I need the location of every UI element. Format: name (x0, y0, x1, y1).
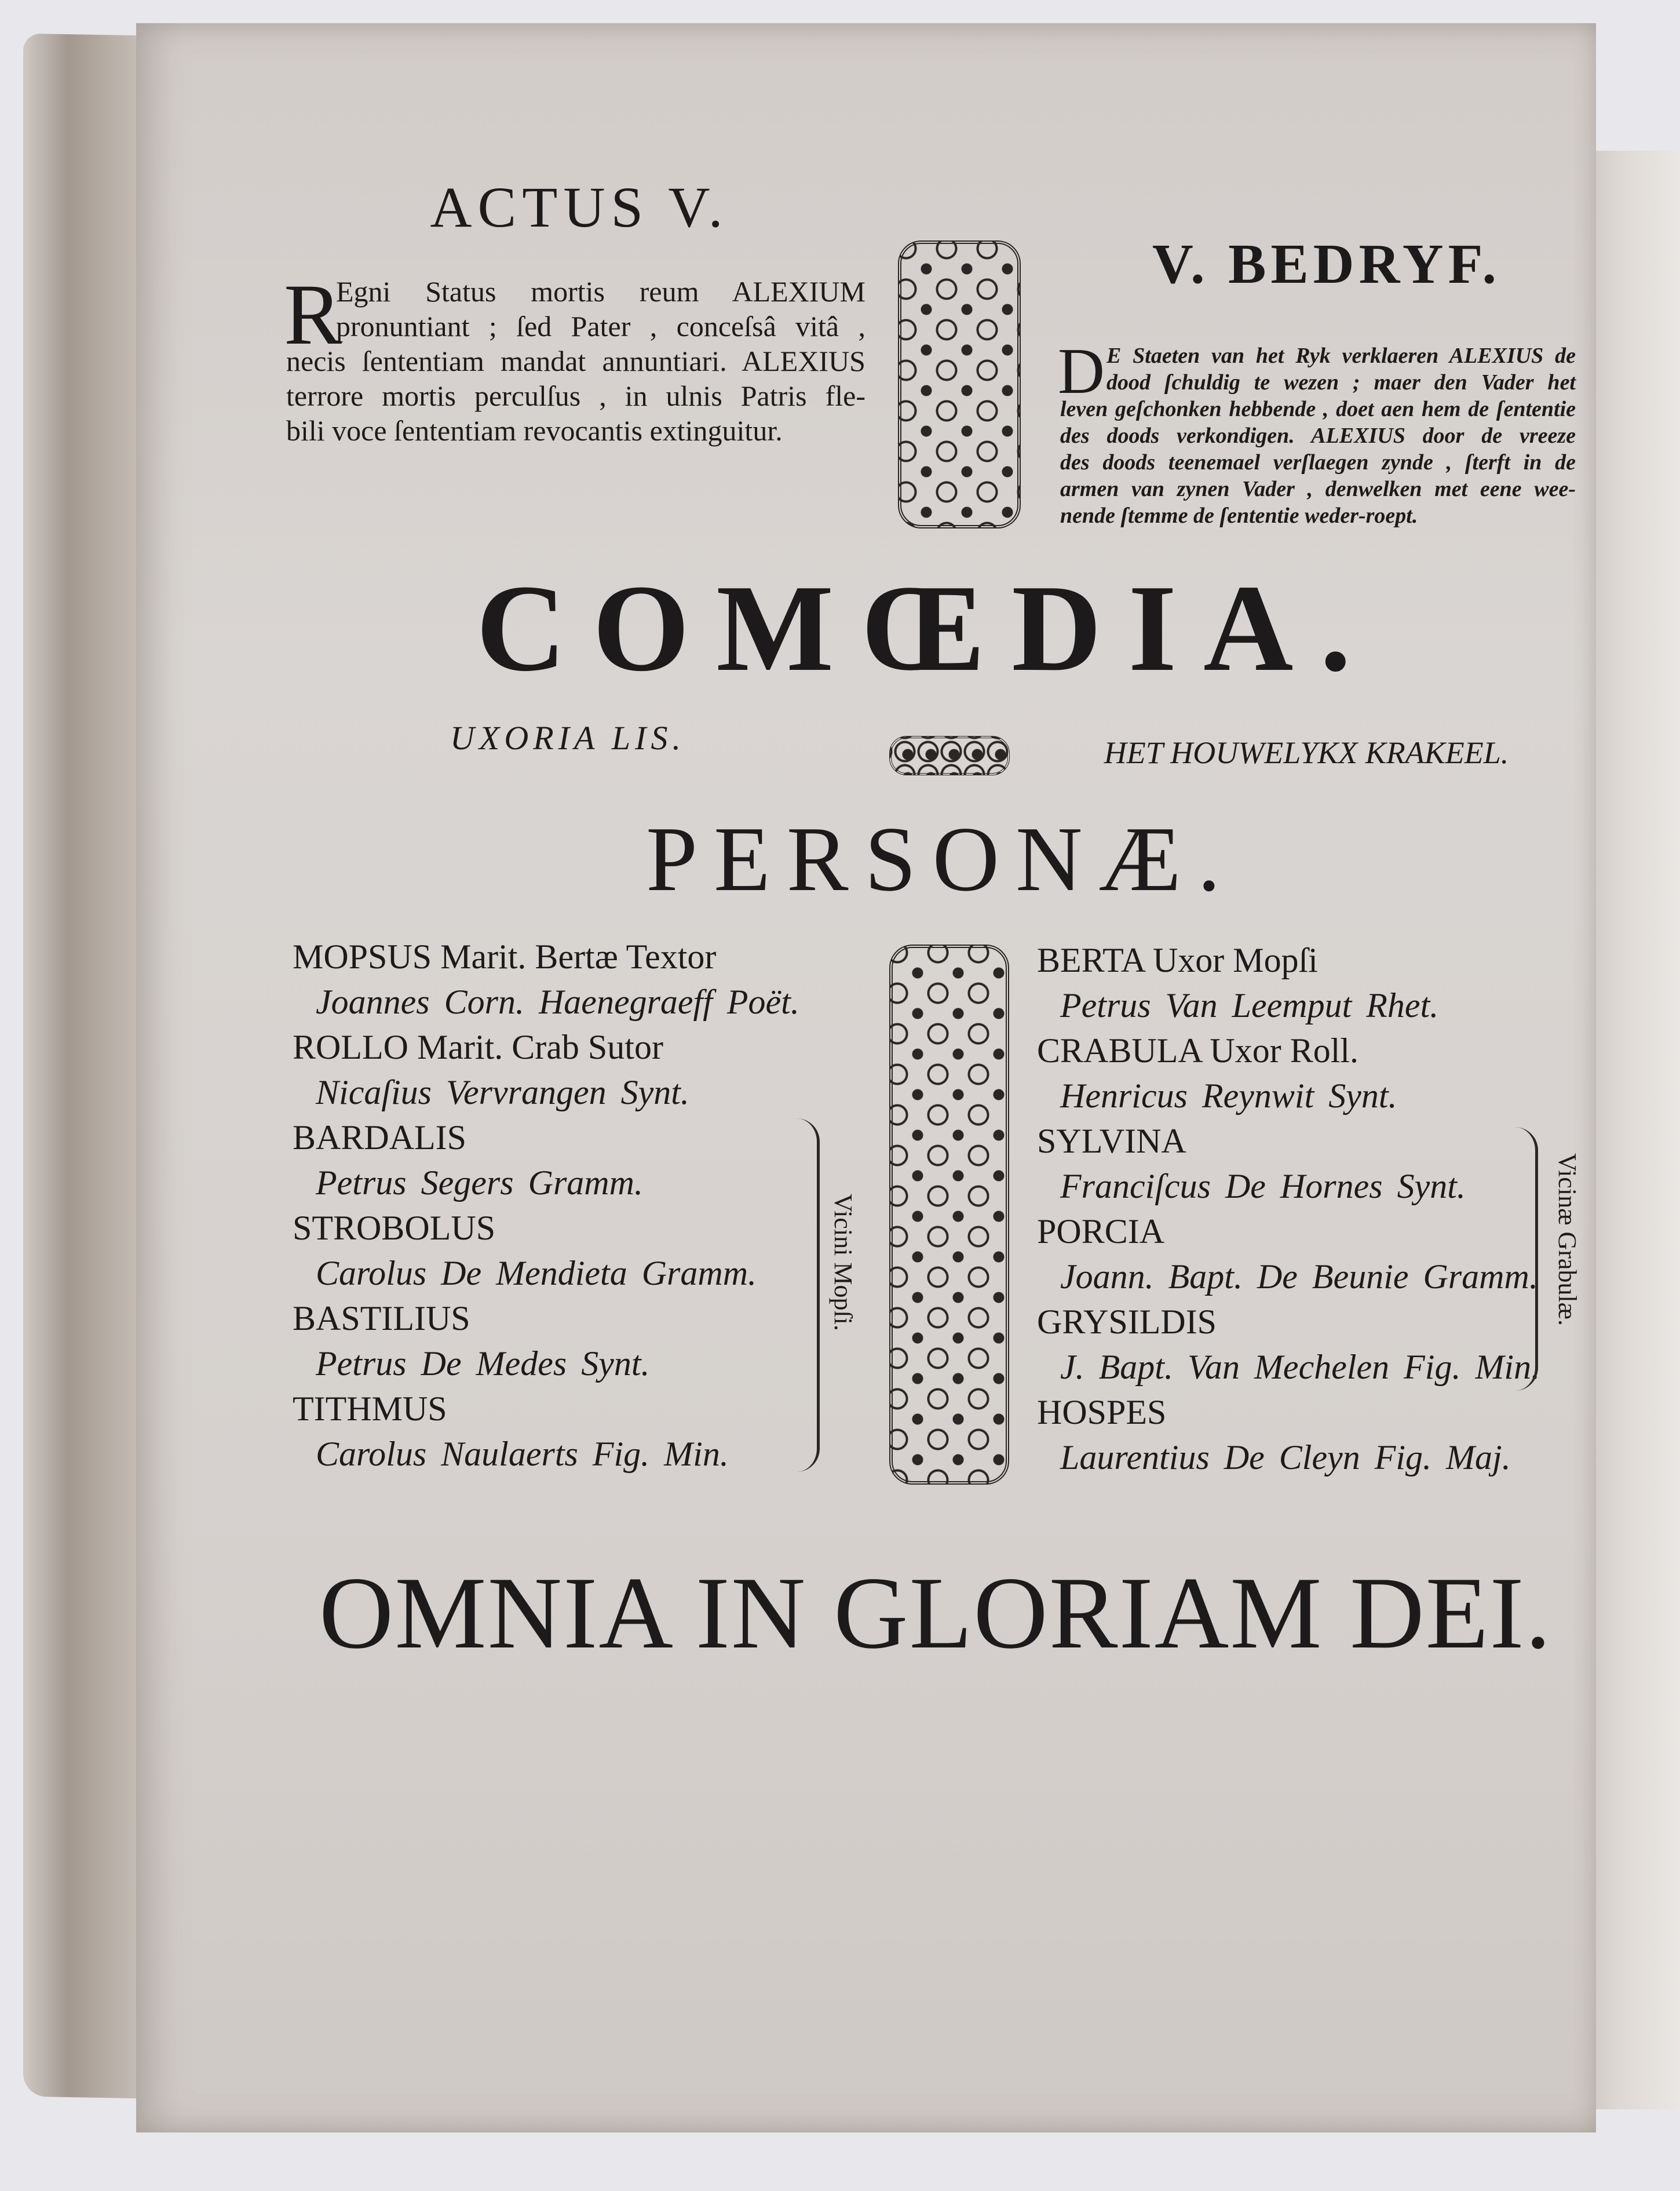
cast-role: MOPSUS Marit. Bertæ Textor (293, 938, 717, 976)
group-label-left: Vicini Mopſi. (829, 1194, 857, 1331)
cast-actor: Joannes Corn. Haenegraeff Poët. (316, 983, 799, 1021)
cast-role: STROBOLUS (293, 1209, 496, 1247)
cast-role: HOSPES (1037, 1393, 1167, 1431)
ornament-column-icon (889, 945, 1009, 1485)
drop-cap-dutch: D (1058, 336, 1105, 407)
cast-actor: Laurentius De Cleyn Fig. Maj. (1060, 1438, 1511, 1477)
cast-role: PORCIA (1037, 1212, 1165, 1251)
comedy-title: COMŒDIA. (476, 559, 1378, 697)
text-line: des doods teenemael verſlaegen zynde , ſterft in de (1060, 450, 1576, 475)
act-latin-title: ACTUS V. (430, 175, 729, 239)
act-dutch-summary (1060, 345, 1576, 531)
drop-cap-latin: R (284, 267, 342, 363)
text-line: dood ſchuldig te wezen ; maer den Vader het (1106, 370, 1576, 395)
text-line: Egni Status mortis reum ALEXIUM (336, 275, 865, 308)
text-line: armen van zynen Vader , denwelken met eene wee- (1060, 477, 1576, 501)
cast-actor: Petrus De Medes Synt. (316, 1344, 650, 1383)
cast-role: BASTILIUS (293, 1299, 470, 1337)
act-dutch-title: V. BEDRYF. (1152, 233, 1502, 296)
brace-icon (788, 1118, 820, 1472)
text-line: nende ſtemme de ſententie weder-roept. (1060, 504, 1418, 528)
ornament-column-icon (898, 240, 1021, 528)
cast-list-right (1037, 938, 1540, 1480)
ornament-small-icon (889, 736, 1010, 775)
cast-list-left (293, 934, 799, 1477)
cast-role: ROLLO Marit. Crab Sutor (293, 1028, 663, 1066)
cast-actor: Franciſcus De Hornes Synt. (1060, 1167, 1466, 1205)
text-line: terrore mortis perculſus , in ulnis Patris fle- (286, 380, 865, 412)
text-line: pronuntiant ; ſed Pater , conceſsâ vitâ , (336, 310, 865, 342)
cast-actor: Henricus Reynwit Synt. (1060, 1077, 1397, 1115)
cast-role: GRYSILDIS (1037, 1303, 1217, 1341)
cast-role: BARDALIS (293, 1118, 467, 1157)
brace-icon (1506, 1127, 1538, 1391)
personae-title: PERSONÆ. (646, 807, 1237, 910)
cast-role: CRABULA Uxor Roll. (1037, 1031, 1359, 1070)
cast-actor: Carolus De Mendieta Gramm. (316, 1254, 757, 1292)
cast-role: TITHMUS (293, 1390, 447, 1428)
comedy-subtitle-latin: UXORIA LIS. (450, 719, 685, 757)
cast-actor: Petrus Segers Gramm. (316, 1164, 643, 1202)
text-line: E Staeten van het Ryk verklaeren ALEXIUS de (1106, 344, 1576, 368)
cast-actor: Nicaſius Vervrangen Synt. (316, 1073, 689, 1111)
text-line: leven geſchonken hebbende , doet aen hem de ſententie (1060, 397, 1576, 421)
group-label-right: Vicinæ Grabulæ. (1553, 1153, 1582, 1326)
cast-actor: J. Bapt. Van Mechelen Fig. Min. (1060, 1348, 1540, 1386)
text-line: necis ſententiam mandat annuntiari. ALEXIUS (286, 345, 865, 377)
text-line: des doods verkondigen. ALEXIUS door de vreeze (1060, 424, 1576, 448)
cast-role: BERTA Uxor Mopſi (1037, 941, 1318, 979)
comedy-subtitle-dutch: HET HOUWELYKX KRAKEEL. (1104, 735, 1509, 770)
cast-actor: Petrus Van Leemput Rhet. (1060, 986, 1439, 1025)
text-line: bili voce ſententiam revocantis extinguitur. (286, 414, 783, 447)
motto: OMNIA IN GLORIAM DEI. (319, 1555, 1553, 1670)
cast-actor: Joann. Bapt. De Beunie Gramm. (1060, 1257, 1538, 1296)
cast-role: SYLVINA (1037, 1122, 1186, 1160)
cast-actor: Carolus Naulaerts Fig. Min. (316, 1435, 729, 1473)
act-latin-summary (286, 277, 865, 451)
